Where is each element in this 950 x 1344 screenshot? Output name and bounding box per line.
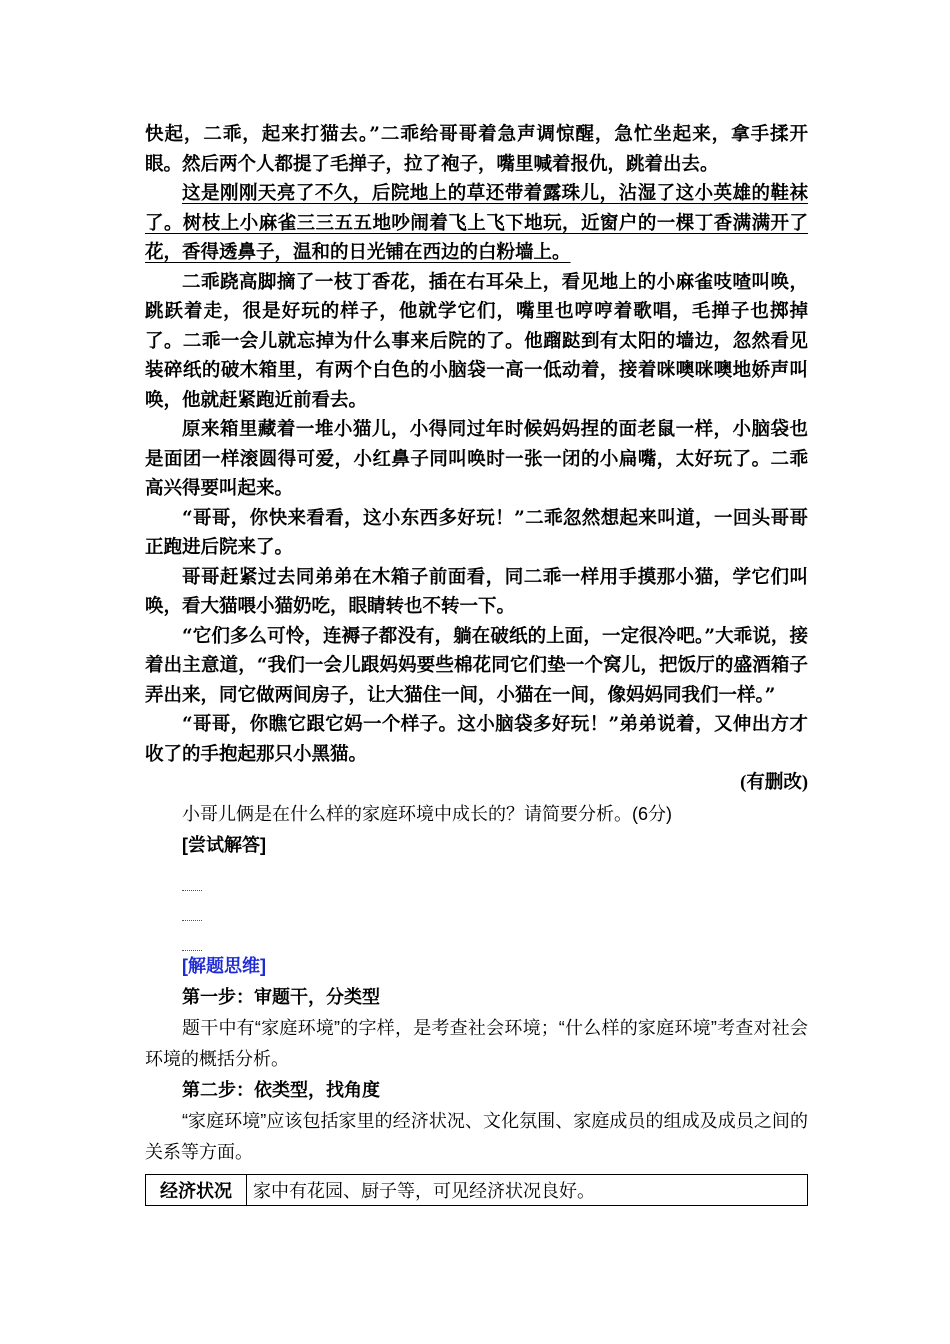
answer-line[interactable] xyxy=(182,891,202,921)
story-paragraph-5: “哥哥，你快来看看，这小东西多好玩！”二乖忽然想起来叫道，一回头哥哥正跑进后院来了。 xyxy=(145,507,808,558)
document-page xyxy=(145,120,808,1206)
table-row-label: 经济状况 xyxy=(146,1174,247,1205)
step1-body: 题干中有“家庭环境”的字样，是考查社会环境；“什么样的家庭环境”考查对社会环境的概括分析。 xyxy=(145,1017,808,1069)
try-answer-heading: [尝试解答] xyxy=(182,834,266,855)
step1-title: 第一步：审题干，分类型 xyxy=(182,986,380,1007)
story-paragraph-3: 二乖跷高脚摘了一枝丁香花，插在右耳朵上，看见地上的小麻雀吱喳叫唤，跳跃着走，很是好玩的样子，他就学它们，嘴里也哼哼着歌唱，毛掸子也掷掉了。二乖一会儿就忘掉为什么事来后院的了。他蹓跶到有太阳的墙边，忽然看见装碎纸的破木箱里，有两个白色的小脑袋一高一低动着，接着咪噢咪噢地娇声叫唤，他就赶紧跑近前看去。 xyxy=(145,271,808,411)
story-paragraph-8: “哥哥，你瞧它跟它妈一个样子。这小脑袋多好玩！”弟弟说着，又伸出方才收了的手抱起那只小黑猫。 xyxy=(145,714,808,765)
analysis-table xyxy=(145,1174,808,1206)
story-paragraph-4: 原来箱里藏着一堆小猫儿，小得同过年时候妈妈捏的面老鼠一样，小脑袋也是面团一样滚圆得可爱，小红鼻子同叫唤时一张一闭的小扁嘴，太好玩了。二乖高兴得要叫起来。 xyxy=(145,419,808,499)
question-text: 小哥儿俩是在什么样的家庭环境中成长的？请简要分析。(6分) xyxy=(182,803,672,824)
step2-title: 第二步：依类型，找角度 xyxy=(182,1079,380,1100)
story-paragraph-7: “它们多么可怜，连褥子都没有，躺在破纸的上面，一定很冷吧。”大乖说，接着出主意道，“我们一会儿跟妈妈要些棉花同它们垫一个窝儿，把饭厅的盛酒箱子弄出来，同它做两间房子，让大猫住一间，小猫在一间，像妈妈同我们一样。” xyxy=(145,625,808,706)
source-note: (有删改) xyxy=(740,773,808,793)
table-row-text: 家中有花园、厨子等，可见经济状况良好。 xyxy=(247,1174,808,1205)
answer-line[interactable] xyxy=(182,921,202,951)
story-paragraph-6: 哥哥赶紧过去同弟弟在木箱子前面看，同二乖一样用手摸那小猫，学它们叫唤，看大猫喂小猫奶吃，眼睛转也不转一下。 xyxy=(145,566,808,617)
answer-area[interactable] xyxy=(145,861,808,951)
table-row xyxy=(146,1174,808,1205)
answer-line[interactable] xyxy=(182,861,202,891)
story-paragraph-2-underlined: 这是刚刚天亮了不久，后院地上的草还带着露珠儿，沾湿了这小英雄的鞋袜了。树枝上小麻雀三三五五地吵闹着飞上飞下地玩，近窗户的一棵丁香满满开了花，香得透鼻子，温和的日光铺在西边的白粉墙上。 xyxy=(145,183,808,263)
analysis-heading: [解题思维] xyxy=(182,955,266,976)
step2-body: “家庭环境”应该包括家里的经济状况、文化氛围、家庭成员的组成及成员之间的关系等方面。 xyxy=(145,1110,808,1162)
story-paragraph-1: 快起，二乖，起来打猫去。”二乖给哥哥着急声调惊醒，急忙坐起来，拿手揉开眼。然后两个人都提了毛掸子，拉了袍子，嘴里喊着报仇，跳着出去。 xyxy=(145,124,808,175)
